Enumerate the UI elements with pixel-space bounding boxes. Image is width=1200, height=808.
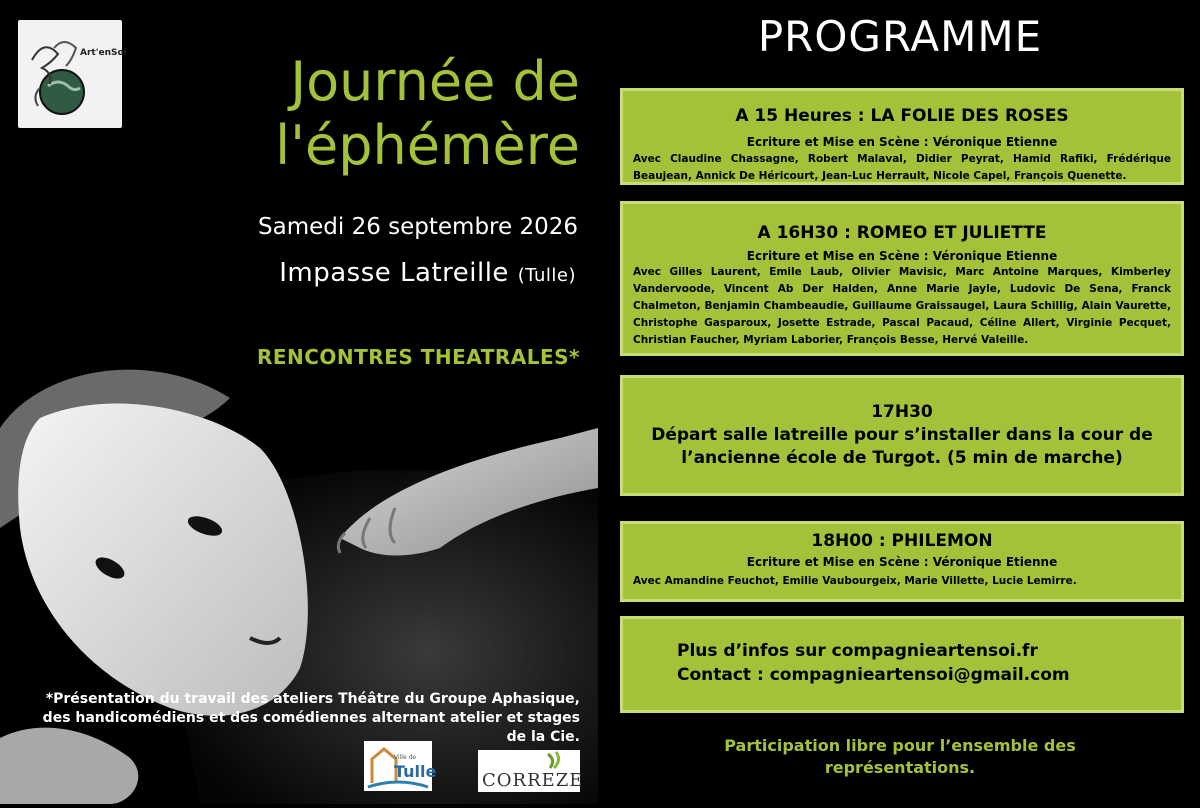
info-website: Plus d’infos sur compagnieartensoi.fr — [677, 641, 1038, 661]
footnote-line2: des handicomédiens et des comédiennes alternant atelier et stages — [42, 710, 580, 726]
participation-note — [640, 735, 1160, 779]
footnote-line3: de la Cie. — [506, 729, 580, 745]
logo-text: Art'enSoi — [80, 48, 127, 58]
footnote-line1: *Présentation du travail des ateliers Théâtre du Groupe Aphasique, — [45, 691, 580, 707]
programme-item-folie-des-roses — [620, 88, 1184, 185]
programme-title: PROGRAMME — [757, 12, 1043, 61]
contact-box — [620, 616, 1184, 713]
title-line1: Journée de — [290, 50, 580, 113]
item-credits: Ecriture et Mise en Scène : Véronique Etienne — [746, 249, 1058, 263]
participation-line2: représentations. — [824, 758, 976, 777]
place-city: (Tulle) — [517, 265, 576, 286]
item-heading: A 15 Heures : LA FOLIE DES ROSES — [735, 106, 1069, 126]
tulle-logo — [364, 741, 437, 791]
title-line2: l'éphémère — [275, 114, 580, 177]
info-email: Contact : compagnieartensoi@gmail.com — [677, 665, 1070, 685]
correze-text: CORREZE — [482, 770, 584, 791]
event-date: Samedi 26 septembre 2026 — [258, 214, 578, 240]
event-place — [150, 258, 576, 288]
programme-item-philemon — [620, 521, 1184, 602]
item-line2: l’ancienne école de Turgot. (5 min de marche) — [681, 448, 1123, 468]
item-heading: 18H00 : PHILEMON — [811, 531, 993, 551]
company-logo — [18, 20, 127, 128]
tulle-small-text: Ville de — [394, 754, 417, 761]
item-cast: Avec Gilles Laurent, Emile Laub, Olivier Mavisic, Marc Antoine Marques, Kimberley Vandervoode, Vincent Ab Der Halden, Anne Marie Jayle, Ludovic De Sena, Franck Chalmeton, Benjamin Chambeaudie, Guillaume Graissaugel, Laura Schillig, Alain Vaurette, Christophe Gasparoux, Josette Estrade, Pascal Pacaud, Céline Allert, Virginie Pecquet, Christian Faucher, Myriam Laborier, François Besse, Hervé Valeille. — [633, 266, 1171, 346]
tulle-text: Tulle — [394, 762, 437, 781]
rencontres-heading: RENCONTRES THEATRALES* — [256, 345, 580, 369]
item-credits: Ecriture et Mise en Scène : Véronique Etienne — [746, 135, 1058, 149]
dancers-globe-icon — [18, 20, 122, 128]
item-heading: A 16H30 : ROMEO ET JULIETTE — [757, 223, 1047, 243]
item-credits: Ecriture et Mise en Scène : Véronique Etienne — [746, 555, 1058, 569]
item-line1: Départ salle latreille pour s’installer dans la cour de — [651, 425, 1153, 445]
place-name: Impasse Latreille — [279, 258, 509, 288]
programme-item-depart — [620, 375, 1184, 496]
programme-item-romeo-juliette — [620, 201, 1184, 356]
page-title — [150, 50, 580, 178]
participation-line1: Participation libre pour l’ensemble des — [724, 736, 1076, 755]
footnote — [8, 690, 580, 747]
item-time: 17H30 — [871, 402, 933, 422]
correze-logo — [478, 750, 584, 792]
item-cast: Avec Amandine Feuchot, Emilie Vaubourgeix, Marie Villette, Lucie Lemirre. — [633, 575, 1077, 587]
item-cast: Avec Claudine Chassagne, Robert Malaval, Didier Peyrat, Hamid Rafiki, Frédérique Beaujean, Annick De Héricourt, Jean-Luc Herrault, Nicole Capel, François Quenette. — [633, 153, 1171, 182]
